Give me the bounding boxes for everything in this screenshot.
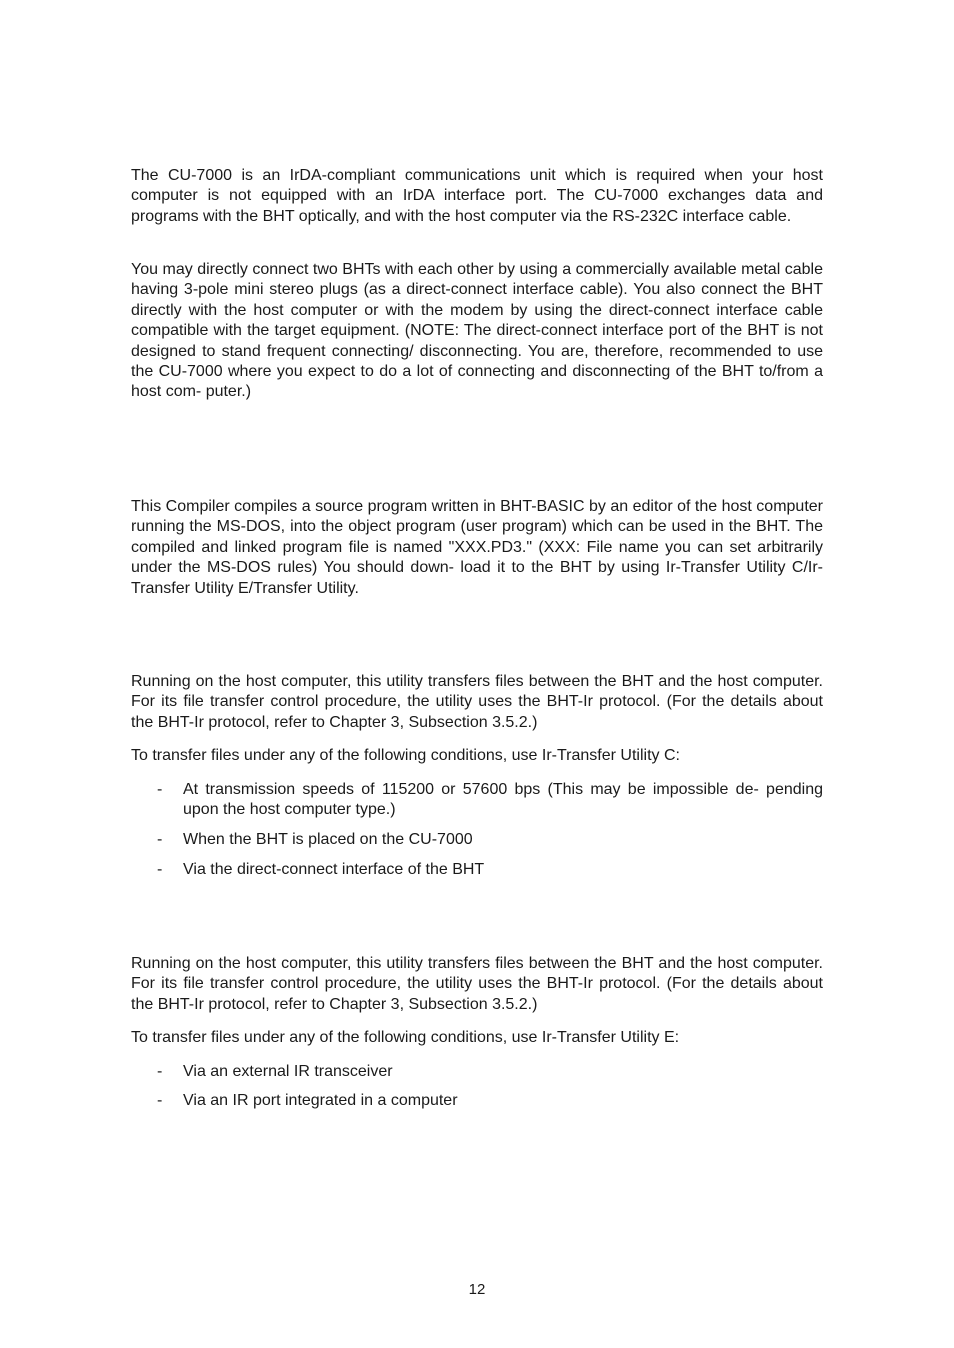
- bullet-marker: -: [157, 861, 163, 878]
- utility-e-paragraph: Running on the host computer, this utility transfers files between the BHT and the host computer. For its file transfer control procedure, the utility uses the BHT-Ir protocol. (For the details about the BHT-Ir protocol, refer to Chapter 3, Subsection 3.5.2.): [131, 955, 823, 1013]
- compiler-paragraph: This Compiler compiles a source program written in BHT-BASIC by an editor of the host computer running the MS-DOS, into the object program (user program) which can be used in the BHT. The compiled and linked program file is named "XXX.PD3." (XXX: File name you can set arbitrarily under the MS-DOS rules) You should down- load it to the BHT by using Ir-Transfer Utility C/Ir-Transfer Utility E/Transfer Utility.: [131, 498, 823, 597]
- bullet-marker: -: [157, 1063, 163, 1080]
- utility-e-conditions-intro: To transfer files under any of the following conditions, use Ir-Transfer Utility E:: [131, 1029, 680, 1046]
- direct-connect-paragraph: You may directly connect two BHTs with each other by using a commercially available metal cable having 3-pole mini stereo plugs (as a direct-connect interface cable). You also connect the BHT directly with the host computer or with the modem by using the direct-connect interface cable compatible with the target equipment. (NOTE: The direct-connect interface port of the BHT is not designed to stand frequent connecting/ disconnecting. You are, therefore, recommended to use the CU-7000 where you expect to do a lot of connecting and disconnecting of the BHT to/from a host com- puter.): [131, 261, 823, 401]
- bullet-marker: -: [157, 831, 163, 848]
- list-item: [131, 1091, 823, 1111]
- bullet-marker: -: [157, 781, 163, 798]
- list-item-text: Via an external IR transceiver: [183, 1063, 393, 1080]
- utility-c-paragraph: Running on the host computer, this utility transfers files between the BHT and the host computer. For its file transfer control procedure, the utility uses the BHT-Ir protocol. (For the details about the BHT-Ir protocol, refer to Chapter 3, Subsection 3.5.2.): [131, 673, 823, 731]
- bullet-marker: -: [157, 1092, 163, 1109]
- list-item-text: Via an IR port integrated in a computer: [183, 1092, 458, 1109]
- cu7000-paragraph: The CU-7000 is an IrDA-compliant communications unit which is required when your host computer is not equipped with an IrDA interface port. The CU-7000 exchanges data and programs with the BHT optically, and with the host computer via the RS-232C interface cable.: [131, 167, 823, 225]
- page-number: 12: [468, 1281, 486, 1298]
- list-item-text: Via the direct-connect interface of the BHT: [183, 861, 485, 878]
- list-item-text: At transmission speeds of 115200 or 57600 bps (This may be impossible de- pending upon the host computer type.): [183, 781, 823, 819]
- list-item: [131, 830, 823, 850]
- utility-c-conditions-intro: To transfer files under any of the following conditions, use Ir-Transfer Utility C:: [131, 747, 680, 764]
- list-item: [131, 1062, 823, 1082]
- list-item-text: When the BHT is placed on the CU-7000: [183, 831, 473, 848]
- list-item: [131, 860, 823, 880]
- list-item: [131, 780, 823, 821]
